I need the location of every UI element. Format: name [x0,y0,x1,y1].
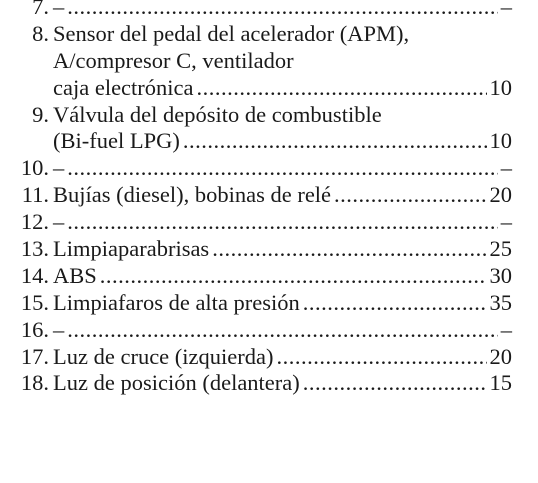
fuse-list-item [0,102,538,129]
fuse-list-item [0,182,538,209]
fuse-list-item [0,209,538,236]
fuse-list-item [0,21,538,48]
fuse-entry [53,263,512,290]
fuse-list-item [0,344,538,371]
fuse-number: 8. [32,20,49,46]
fuse-list-item [0,263,538,290]
fuse-number: 7. [32,0,49,19]
fuse-list-item [0,155,538,182]
fuse-description: – [53,316,65,342]
fuse-entry [53,128,512,155]
fuse-entry [53,182,512,209]
fuse-amperage: – [500,209,512,235]
fuse-description: caja electrónica [53,74,194,100]
dot-leader [334,182,486,209]
fuse-description: Luz de cruce (izquierda) [53,343,274,369]
dot-leader [303,290,487,317]
fuse-description: Limpiafaros de alta presión [53,289,300,315]
fuse-number: 10. [20,155,49,181]
fuse-entry [53,236,512,263]
fuse-description: (Bi-fuel LPG) [53,128,180,154]
fuse-number: 18. [20,370,49,396]
fuse-list-item [0,0,538,21]
fuse-description: Sensor del pedal del acelerador (APM), [53,20,410,46]
fuse-description: Válvula del depósito de combustible [53,101,382,127]
dot-leader [67,209,498,236]
fuse-amperage: 15 [489,370,512,396]
fuse-amperage: 20 [489,343,512,369]
fuse-entry [53,317,512,344]
fuse-number: 9. [32,101,49,127]
fuse-description: – [53,209,65,235]
fuse-list-item [0,370,538,397]
fuse-amperage: – [500,155,512,181]
fuse-entry [53,290,512,317]
fuse-amperage: 10 [489,128,512,154]
dot-leader [67,0,498,21]
fuse-amperage: – [500,316,512,342]
dot-leader [212,236,486,263]
fuse-number: 14. [20,262,49,288]
fuse-number: 13. [20,236,49,262]
fuse-description: ABS [53,262,97,288]
fuse-list-item-continuation [0,128,538,155]
fuse-list-item-continuation [0,48,538,75]
fuse-list-item [0,317,538,344]
dot-leader [67,317,498,344]
fuse-number: 15. [20,289,49,315]
fuse-number: 12. [20,209,49,235]
fuse-list-item [0,290,538,317]
fuse-entry [53,155,512,182]
fuse-number: 11. [21,182,49,208]
dot-leader [100,263,487,290]
fuse-description: A/compresor C, ventilador [53,47,294,73]
fuse-number: 16. [20,316,49,342]
fuse-list-item [0,236,538,263]
fuse-entry [53,75,512,102]
dot-leader [197,75,487,102]
fuse-number: 17. [20,343,49,369]
fuse-amperage: 20 [489,182,512,208]
fuse-description: Luz de posición (delantera) [53,370,300,396]
dot-leader [303,370,487,397]
fuse-description: – [53,155,65,181]
fuse-description: Limpiaparabrisas [53,236,210,262]
fuse-amperage: 30 [489,262,512,288]
dot-leader [277,344,487,371]
fuse-amperage: – [500,0,512,19]
fuse-description: – [53,0,65,19]
dot-leader [183,128,487,155]
fuse-entry [53,370,512,397]
fuse-amperage: 10 [489,74,512,100]
fuse-amperage: 25 [489,236,512,262]
fuse-entry [53,209,512,236]
fuse-description: Bujías (diesel), bobinas de relé [53,182,332,208]
fuse-entry [53,344,512,371]
dot-leader [67,155,498,182]
fuse-entry [53,0,512,21]
fuse-amperage: 35 [489,289,512,315]
fuse-list-item-continuation [0,75,538,102]
